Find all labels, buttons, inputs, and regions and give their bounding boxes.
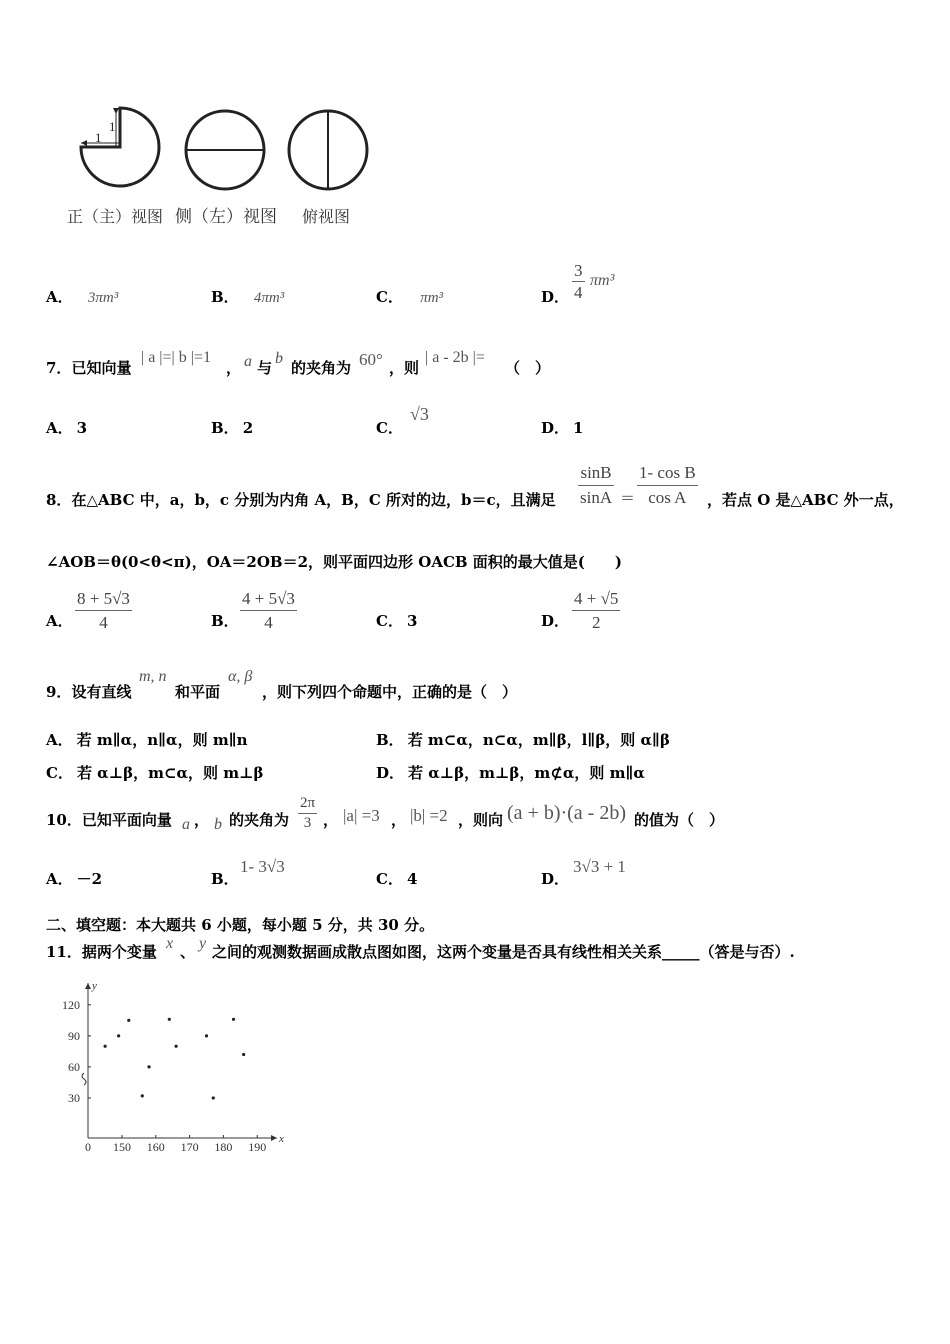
q8-text-1: 在△ABC 中，a，b，c 分别为内角 A，B，C 所对的边，b＝c，且满足 [71, 491, 556, 509]
q8-fraction-2 [637, 461, 698, 510]
option-letter: D． [541, 288, 570, 306]
q7-stem [46, 357, 131, 378]
fraction-numerator: sinB [578, 461, 614, 486]
option-expr: πm³ [420, 290, 444, 306]
q11-var-y: y [199, 935, 207, 952]
fraction-numerator: 8 + 5√3 [75, 587, 132, 611]
q9-option-c[interactable] [46, 762, 264, 783]
scatter-point [205, 1034, 208, 1037]
scatter-point [174, 1045, 177, 1048]
scatter-point [127, 1019, 130, 1022]
q10-vector-b: b [214, 816, 222, 833]
option-text: 若 m∥α，n∥α，则 m∥n [76, 731, 248, 749]
fraction-numerator: 4 + 5√3 [240, 587, 297, 611]
option-value: 2 [242, 419, 254, 437]
q9-text-2: 和平面 [175, 683, 221, 701]
option-text: 若 m⊂α，n⊂α，m∥β，l∥β，则 α∥β [407, 731, 670, 749]
q7-option-c[interactable] [376, 417, 403, 438]
fraction-denominator: 3 [303, 815, 312, 831]
scatter-point [168, 1018, 171, 1021]
y-axis-break [82, 1073, 86, 1085]
scatter-point [141, 1094, 144, 1097]
q9-planes: α, β [228, 668, 253, 685]
section-heading-fill-in: 二、填空题：本大题共 6 小题，每小题 5 分，共 30 分。 [46, 916, 435, 934]
option-expr: 3πm³ [87, 290, 119, 306]
fraction-numerator: 2π [298, 794, 317, 814]
q10-option-d-value: 3√3 + 1 [573, 857, 626, 876]
question-number: 11． [46, 943, 82, 961]
option-letter: B． [211, 870, 239, 888]
q8-option-d[interactable] [541, 610, 569, 631]
q8-option-b[interactable] [211, 610, 239, 631]
fraction-denominator: 4 [574, 283, 583, 302]
q8-equals: ＝ [620, 489, 636, 507]
q11-separator: 、 [180, 943, 196, 961]
q6-option-d-fraction [572, 260, 585, 303]
option-letter: B． [211, 612, 239, 630]
q7-option-d[interactable] [541, 417, 583, 438]
q9-option-b[interactable] [376, 729, 670, 750]
q7-angle: 60° [359, 350, 383, 369]
q7-answer-paren: （ ） [505, 359, 551, 377]
x-tick-label: 170 [180, 1140, 199, 1154]
option-letter: C． [376, 612, 403, 630]
scatter-point [147, 1065, 150, 1068]
caption-side-view: 侧（左）视图 [175, 207, 277, 226]
q10-stem [46, 809, 172, 830]
option-letter: A． [46, 612, 73, 630]
option-letter: D． [541, 612, 570, 630]
q8-stem-line1 [46, 489, 556, 510]
y-tick-label: 90 [68, 1028, 80, 1043]
q9-text-1: 设有直线 [71, 683, 132, 701]
option-value: 1 [573, 419, 584, 437]
fraction-denominator: 4 [264, 613, 273, 632]
x-tick-label: 160 [146, 1140, 165, 1154]
fraction-denominator: cos A [648, 488, 687, 507]
q7-vector-a: a [244, 353, 252, 370]
option-letter: D． [541, 419, 570, 437]
fraction-numerator: 4 + √5 [572, 587, 620, 611]
q7-vector-b: b [275, 350, 283, 367]
q9-option-d[interactable] [376, 762, 645, 783]
q11-stem [46, 941, 157, 962]
q10-option-b[interactable] [211, 868, 239, 889]
fraction-denominator: 2 [591, 613, 601, 632]
option-expr: 4πm³ [253, 290, 285, 306]
x-tick-label: 180 [214, 1140, 233, 1154]
scatter-chart [55, 975, 295, 1155]
q10-vector-a: a [182, 816, 190, 833]
scatter-point [242, 1053, 245, 1056]
option-letter: B． [211, 419, 239, 437]
q8-option-d-fraction [572, 587, 620, 634]
scatter-point [212, 1096, 215, 1099]
option-value: 4 [406, 870, 418, 888]
y-axis-arrow [85, 983, 91, 989]
q9-text-3: ，则下列四个命题中，正确的是（ ） [262, 683, 518, 701]
q10-text-1: 已知平面向量 [81, 811, 172, 829]
caption-front-view: 正（主）视图 [67, 209, 164, 226]
q11-text-1: 据两个变量 [81, 943, 157, 961]
question-number: 7． [46, 359, 72, 377]
question-number: 10． [46, 811, 82, 829]
scatter-point [104, 1045, 107, 1048]
q6-option-d-expr: πm³ [590, 272, 615, 289]
option-value: －2 [76, 870, 103, 888]
option-letter: C． [46, 764, 73, 782]
q10-option-b-value: 1- 3√3 [240, 857, 285, 876]
option-letter: C． [376, 288, 403, 306]
x-tick-label: 150 [113, 1140, 131, 1154]
scatter-point [117, 1034, 120, 1037]
q10-text-3: ，则向 [458, 811, 504, 829]
option-letter: D． [541, 870, 570, 888]
option-letter: B． [376, 731, 404, 749]
q8-option-a-fraction [75, 587, 132, 634]
q9-lines: m, n [139, 668, 167, 685]
q7-option-b[interactable] [211, 417, 253, 438]
front-view [81, 108, 159, 186]
option-text: 若 α⊥β，m⊂α，则 m⊥β [76, 764, 264, 782]
q10-text-4: 的值为（ ） [634, 811, 725, 829]
caption-top-view: 俯视图 [302, 209, 351, 226]
q7-comma: ， [226, 359, 242, 377]
option-letter: A． [46, 419, 73, 437]
q8-option-a[interactable] [46, 610, 73, 631]
q7-yu: 与 [257, 359, 273, 377]
option-value: 3 [406, 612, 418, 630]
q10-option-c[interactable] [376, 868, 417, 889]
question-number: 8． [46, 491, 72, 509]
q10-comma-2: ， [323, 811, 339, 829]
q10-condition-2: |b| =2 [410, 806, 448, 825]
q10-comma-3: ， [391, 811, 407, 829]
q6-option-c[interactable] [376, 286, 443, 307]
q10-text-2: 的夹角为 [229, 811, 290, 829]
q7-text-1: 已知向量 [71, 359, 132, 377]
option-letter: A． [46, 731, 73, 749]
x-axis-label: x [279, 1133, 284, 1145]
option-letter: D． [376, 764, 405, 782]
option-letter: A． [46, 870, 73, 888]
top-view [289, 111, 367, 189]
q10-comma: ， [194, 811, 210, 829]
x-tick-label: 0 [85, 1140, 91, 1154]
q7-text-2: 的夹角为 [291, 359, 352, 377]
option-letter: B． [211, 288, 239, 306]
dim-label-vertical: 1 [109, 119, 116, 134]
q6-option-a[interactable] [46, 286, 118, 307]
q7-text-3: ，则 [389, 359, 420, 377]
q7-option-c-value: √3 [410, 404, 429, 424]
option-letter: C． [376, 870, 403, 888]
x-tick-label: 190 [248, 1140, 267, 1154]
y-axis-label: y [92, 980, 97, 992]
q11-var-x: x [166, 935, 174, 952]
dim-label-horizontal: 1 [95, 130, 102, 145]
option-letter: C． [376, 419, 403, 437]
q8-stem-line1-tail: ，若点 O 是△ABC 外一点， [707, 491, 904, 509]
q7-option-a[interactable] [46, 417, 87, 438]
fraction-denominator: 4 [99, 613, 108, 632]
fraction-numerator: 3 [574, 261, 583, 280]
x-axis-arrow [271, 1135, 277, 1141]
y-tick-label: 30 [68, 1090, 80, 1105]
y-tick-label: 60 [68, 1059, 80, 1074]
fraction-denominator: sinA [580, 488, 613, 507]
option-letter: A． [46, 288, 73, 306]
q6-option-b[interactable] [211, 286, 284, 307]
q10-condition-1: |a| =3 [343, 806, 380, 825]
fraction-numerator: 1- cos B [637, 461, 698, 486]
q10-expression: (a + b)·(a - 2b) [507, 802, 626, 824]
q9-stem [46, 681, 131, 702]
question-number: 9． [46, 683, 72, 701]
q9-option-a[interactable] [46, 729, 248, 750]
q7-condition: | a |=| b |=1 [141, 349, 211, 366]
q11-text-2: 之间的观测数据画成散点图如图，这两个变量是否具有线性相关关系_____（答是与否）. [212, 943, 795, 961]
q8-option-b-fraction [240, 587, 297, 634]
q8-stem-line2: ∠AOB＝θ(0<θ<π)，OA＝2OB＝2，则平面四边形 OACB 面积的最大值是( ) [46, 553, 622, 571]
y-tick-label: 120 [62, 997, 80, 1012]
scatter-svg [55, 975, 295, 1155]
scatter-point [232, 1018, 235, 1021]
q8-option-c[interactable] [376, 610, 417, 631]
q7-expression: | a - 2b |= [425, 349, 485, 366]
q6-option-d[interactable] [541, 286, 569, 307]
option-text: 若 α⊥β，m⊥β，m⊄α，则 m∥α [408, 764, 645, 782]
side-view [186, 111, 264, 189]
q10-option-a[interactable] [46, 868, 102, 889]
q10-option-d[interactable] [541, 868, 569, 889]
option-value: 3 [76, 419, 88, 437]
q8-fraction-1 [578, 461, 614, 510]
q10-angle-fraction [298, 794, 317, 833]
